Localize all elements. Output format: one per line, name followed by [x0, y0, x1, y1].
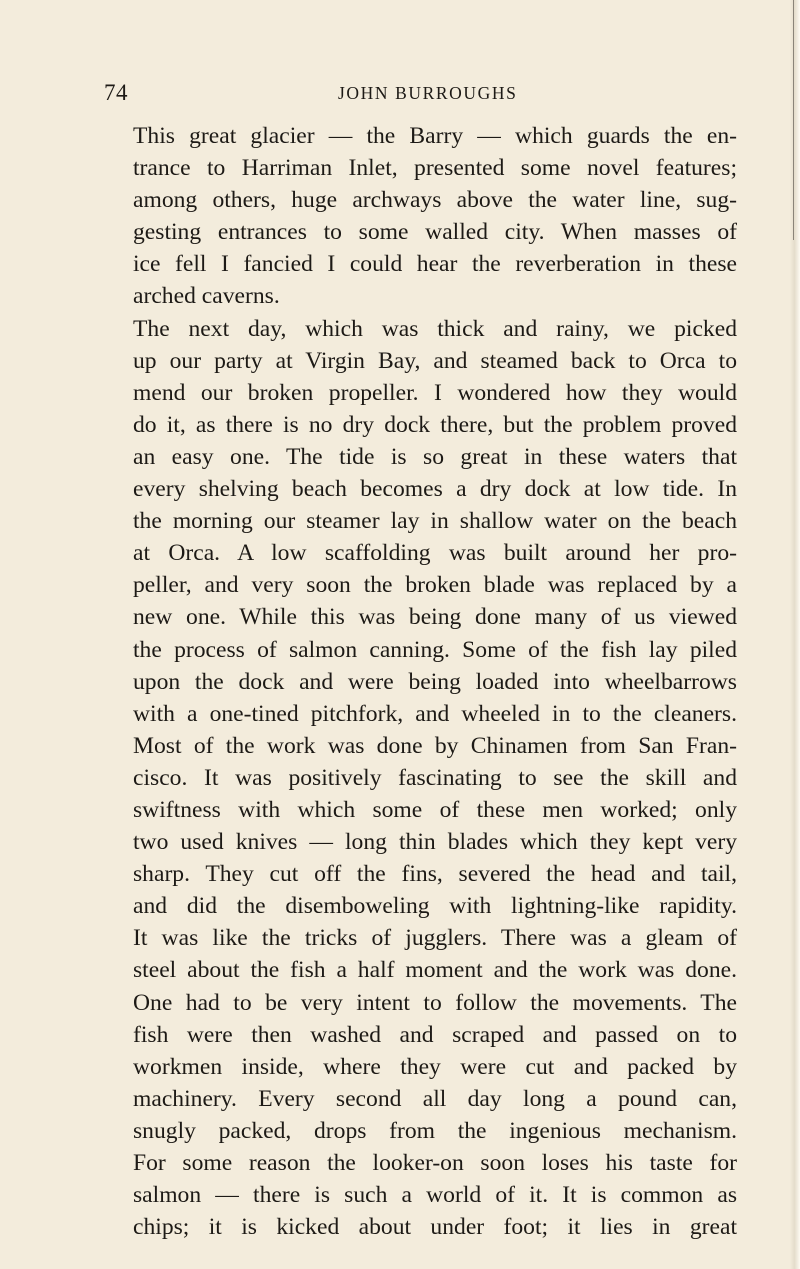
body-text: [133, 120, 737, 1243]
running-title: JOHN BURROUGHS: [338, 83, 518, 103]
text-line: mend our broken propeller. I wondered how they would: [133, 379, 737, 406]
text-line: For some reason the looker-on soon loses his taste for: [133, 1150, 737, 1176]
text-line: two used knives — long thin blades which they kept very: [133, 829, 737, 856]
text-line: among others, huge archways above the water line, sug-: [133, 187, 737, 214]
text-line: trance to Harriman Inlet, presented some novel features;: [133, 155, 737, 182]
text-line: an easy one. The tide is so great in these waters that: [133, 443, 737, 470]
text-line: do it, as there is no dry dock there, but the problem proved: [133, 411, 737, 438]
text-line: arched caverns.: [133, 283, 280, 310]
text-line: ice fell I fancied I could hear the reverberation in these: [133, 251, 737, 278]
text-line: at Orca. A low scaffolding was built around her pro-: [133, 540, 737, 567]
text-line: and did the disemboweling with lightning-like rapidity.: [133, 893, 737, 920]
text-line: snugly packed, drops from the ingenious mechanism.: [133, 1117, 737, 1144]
text-line: peller, and very soon the broken blade was replaced by a: [133, 572, 737, 599]
text-line: Most of the work was done by Chinamen from San Fran-: [133, 732, 737, 759]
text-line: One had to be very intent to follow the movements. The: [133, 989, 737, 1016]
text-line: The next day, which was thick and rainy, we picked: [133, 315, 737, 342]
page-number: 74: [104, 80, 128, 105]
text-line: with a one-tined pitchfork, and wheeled in to the cleaners.: [133, 700, 737, 727]
text-line: every shelving beach becomes a dry dock at low tide. In: [133, 476, 737, 503]
text-line: the morning our steamer lay in shallow water on the beach: [133, 508, 737, 535]
page-edge: [790, 0, 800, 1269]
text-line: workmen inside, where they were cut and packed by: [133, 1053, 737, 1080]
text-line: It was like the tricks of jugglers. There was a gleam of: [133, 925, 737, 952]
text-line: upon the dock and were being loaded into wheelbarrows: [133, 668, 737, 695]
text-line: cisco. It was positively fascinating to see the skill and: [133, 764, 737, 791]
running-head: [104, 80, 736, 112]
text-line: the process of salmon canning. Some of the fish lay piled: [133, 636, 737, 663]
text-line: salmon — there is such a world of it. It is common as: [133, 1182, 737, 1209]
text-line: steel about the fish a half moment and the work was done.: [133, 957, 737, 984]
text-line: swiftness with which some of these men worked; only: [133, 796, 737, 823]
text-line: This great glacier — the Barry — which guards the en-: [133, 123, 737, 149]
text-line: new one. While this was being done many of us viewed: [133, 604, 737, 631]
text-line: up our party at Virgin Bay, and steamed back to Orca to: [133, 347, 737, 374]
text-line: machinery. Every second all day long a pound can,: [133, 1085, 737, 1112]
text-line: gesting entrances to some walled city. When masses of: [133, 219, 737, 246]
text-line: chips; it is kicked about under foot; it lies in great: [133, 1214, 737, 1241]
text-line: sharp. They cut off the fins, severed the head and tail,: [133, 861, 737, 888]
text-line: fish were then washed and scraped and passed on to: [133, 1021, 737, 1048]
